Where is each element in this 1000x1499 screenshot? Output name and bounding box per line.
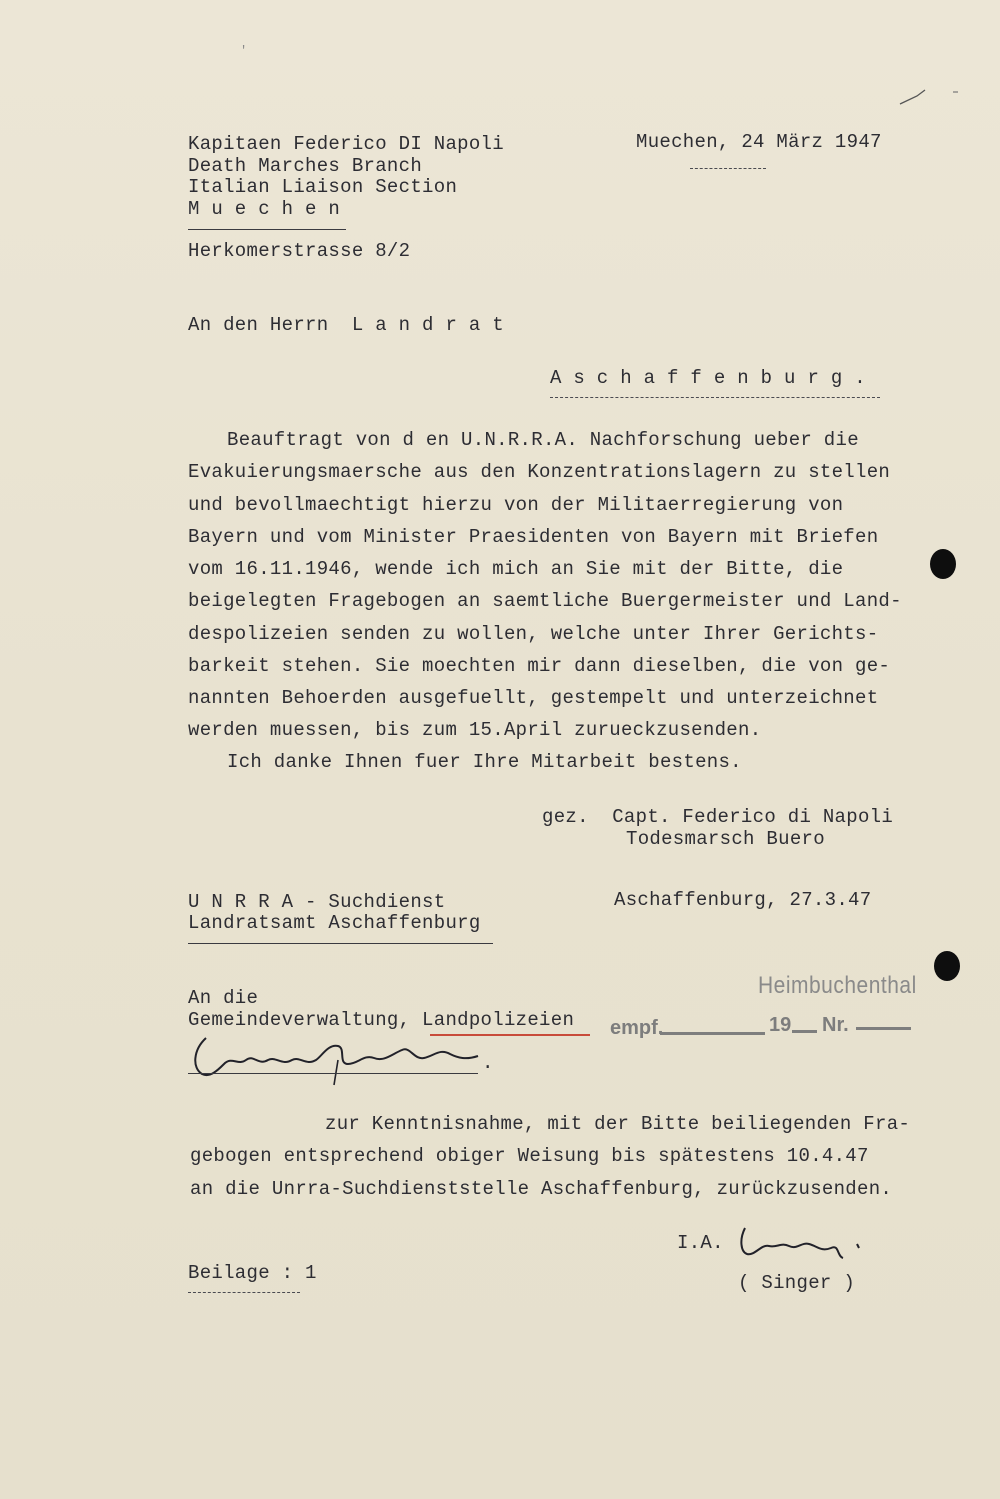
sender-line-3: Italian Liaison Section — [188, 176, 458, 198]
body-line: barkeit stehen. Sie moechten mir dann dieselben, die von ge- — [188, 655, 891, 677]
stamp-nr: Nr. — [822, 1014, 849, 1036]
to-line-2: Gemeindeverwaltung, Landpolizeien — [188, 1009, 575, 1031]
org-underline — [188, 943, 493, 944]
stamp-place: Heimbuchenthal — [758, 972, 917, 999]
sender-line-4: M u e c h e n — [188, 198, 341, 220]
body-line: und bevollmaechtigt hierzu von der Militaerregierung von — [188, 494, 844, 516]
date-line: Muechen, 24 März 1947 — [636, 131, 882, 153]
enclosure: Beilage : 1 — [188, 1262, 317, 1284]
body-line: werden muessen, bis zum 15.April zurueckzusenden. — [188, 719, 762, 741]
body-line: nannten Behoerden ausgefuellt, gestempelt und unterzeichnet — [188, 687, 879, 709]
stamp-rule — [792, 1030, 817, 1033]
message-line: an die Unrra-Suchdienststelle Aschaffenburg, zurückzusenden. — [190, 1178, 893, 1200]
recipient-city-underline — [550, 397, 880, 398]
handwritten-place-name — [188, 1030, 488, 1090]
date-underline — [690, 168, 766, 169]
recipient-salutation: An den Herrn L a n d r a t — [188, 314, 504, 336]
stamp-rule — [856, 1027, 911, 1030]
org-line-2: Landratsamt Aschaffenburg — [188, 912, 481, 934]
place-underline — [188, 1073, 478, 1074]
body-thanks: Ich danke Ihnen fuer Ihre Mitarbeit bestens. — [227, 751, 742, 773]
sender-line-2: Death Marches Branch — [188, 155, 423, 177]
handwritten-signature — [735, 1222, 865, 1262]
corner-pencil-mark — [895, 82, 965, 112]
sender-underline — [188, 229, 346, 230]
signer-name: ( Singer ) — [738, 1272, 856, 1294]
signature-line-1: gez. Capt. Federico di Napoli — [542, 806, 894, 828]
body-line: vom 16.11.1946, wende ich mich an Sie mit der Bitte, die — [188, 558, 844, 580]
sender-street: Herkomerstrasse 8/2 — [188, 240, 411, 262]
body-line: beigelegten Fragebogen an saemtliche Buergermeister und Land- — [188, 590, 902, 612]
recipient-city: A s c h a f f e n b u r g . — [550, 367, 866, 389]
to-line-1: An die — [188, 987, 259, 1009]
org-line-1: U N R R A - Suchdienst — [188, 891, 446, 913]
stamp-empf: empf. — [610, 1017, 664, 1039]
body-line: Beauftragt von d en U.N.R.R.A. Nachforschung ueber die — [227, 429, 859, 451]
ia-label: I.A. — [677, 1232, 724, 1254]
signature-line-2: Todesmarsch Buero — [626, 828, 825, 850]
enclosure-underline — [188, 1292, 300, 1293]
message-line: zur Kenntnisnahme, mit der Bitte beiliegenden Fra- — [325, 1113, 911, 1135]
place-dot: . — [482, 1052, 494, 1074]
top-mark: ' — [240, 44, 248, 58]
body-line: Evakuierungsmaersche aus den Konzentrationslagern zu stellen — [188, 461, 891, 483]
second-date: Aschaffenburg, 27.3.47 — [614, 889, 872, 911]
stamp-num: 19 — [769, 1014, 792, 1036]
stamp-rule — [660, 1032, 765, 1035]
body-line: despolizeien senden zu wollen, welche unter Ihrer Gerichts- — [188, 623, 879, 645]
message-line: gebogen entsprechend obiger Weisung bis spätestens 10.4.47 — [190, 1145, 869, 1167]
punch-hole — [930, 549, 956, 579]
punch-hole — [934, 951, 960, 981]
sender-line-1: Kapitaen Federico DI Napoli — [188, 133, 504, 155]
body-line: Bayern und vom Minister Praesidenten von Bayern mit Briefen — [188, 526, 879, 548]
